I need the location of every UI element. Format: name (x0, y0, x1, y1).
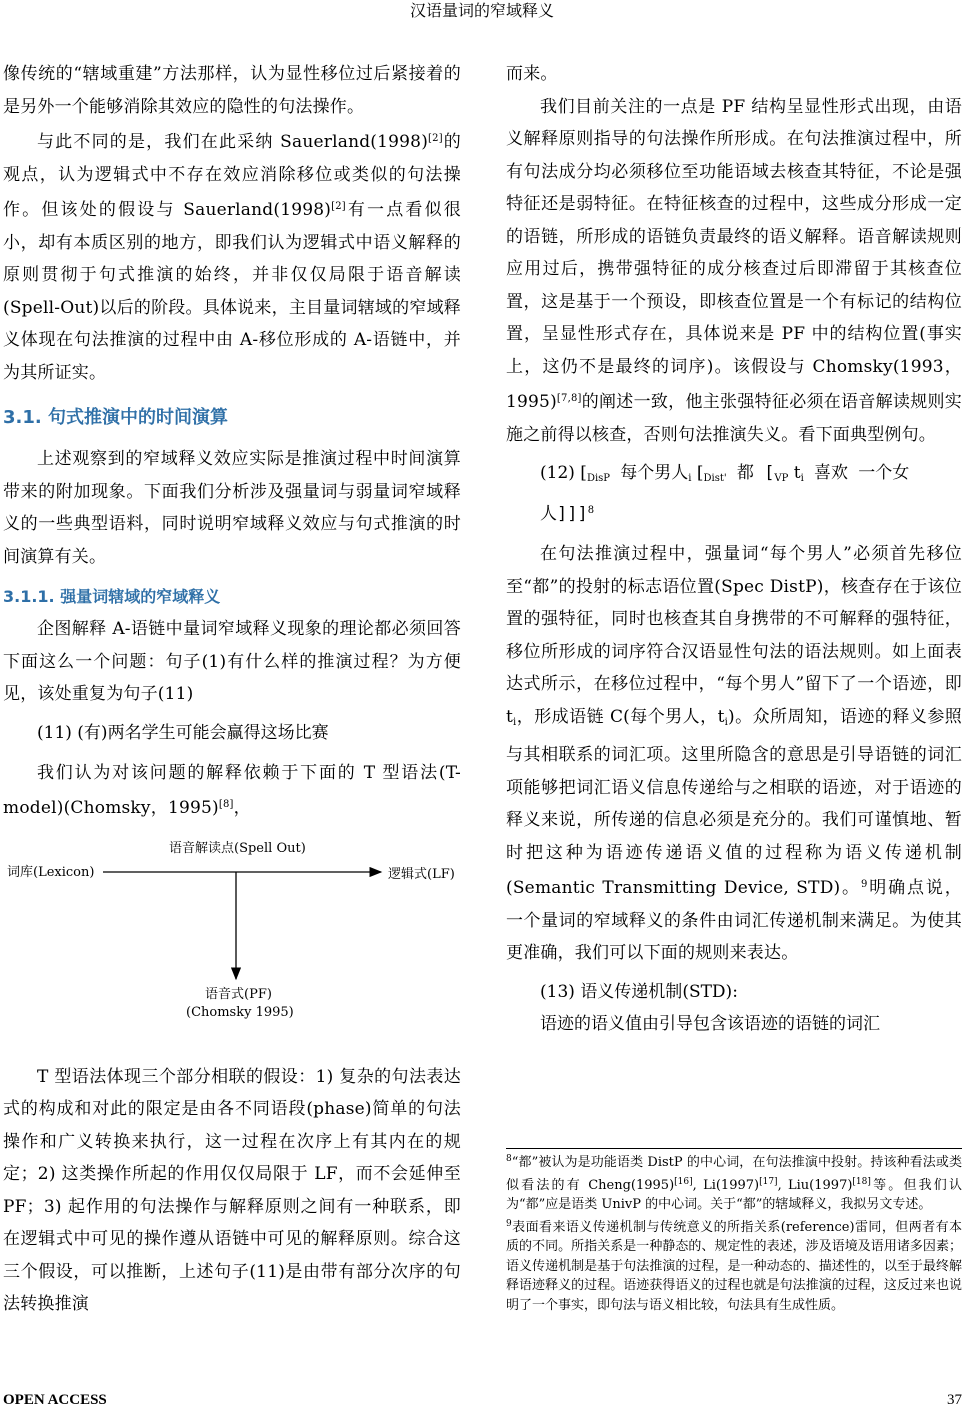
example-13-rule: 语迹的语义值由引导包含该语迹的语链的词汇 (540, 1013, 880, 1034)
paragraph: 上述观察到的窄域释义效应实际是推演过程中时间演算带来的附加现象。下面我们分析涉及强量词与弱量词窄域释义的一些典型语料，同时说明窄域释义效应与句式推演的时间演算有关。 (3, 449, 461, 567)
example-12: (12) [$_{DisP}$ 每个男人$_i$ [$_{Dist'}$ 都 [$_{VP}$ $t_i$ 喜欢 一个女人]]]$^8$ (540, 463, 910, 524)
footnote-rule (506, 1148, 962, 1149)
lf-label: 逻辑式(LF) (388, 866, 455, 882)
citation: [2] (428, 133, 443, 144)
section-heading: 3.1. 句式推演中的时间演算 (3, 407, 228, 428)
paragraph: 我们目前关注的一点是 PF 结构呈显性形式出现，由语义解释原则指导的句法操作所形成。在句法推演过程中，所有句法成分均必须移位至功能语域去核查其特征，不论是强特征还是弱特征。在特征核查的过程中，这些成分形成一定的语链，所形成的语链负责最终的语义解释。语音解读规则应用过后，携带强特征的成分核查过后即滞留于其核查位置，这是基于一个预设，即核查位置是一个有标记的结构位置，呈显性形式存在，具体说来是 PF 中的结构位置(事实上，这仍不是最终的词序)。该假设与 Chomsky(1993，1995)[7,8]的阐述一致，他主张强特征必须在语音解读规则实施之前得以核查，否则句法推演失义。看下面典型例句。 (506, 96, 962, 445)
footnote-ref[interactable]: 9 (860, 879, 868, 890)
subsection-heading: 3.1.1. 强量词辖域的窄域释义 (3, 587, 221, 606)
diagram-source: (Chomsky 1995) (186, 1004, 294, 1020)
right-column (506, 58, 962, 1048)
example-13: (13) 语义传递机制(STD): (540, 981, 738, 1002)
footnotes (506, 1150, 962, 1315)
paragraph: 企图解释 A-语链中量词窄域释义现象的理论都必须回答下面这么一个问题：句子(1)有什么样的推演过程？为方便见，该处重复为句子(11) (3, 619, 461, 704)
citation: [8] (218, 799, 234, 810)
journal-label: OPEN ACCESS (3, 1392, 107, 1408)
example-11: (11) (有)两名学生可能会赢得这场比赛 (37, 722, 329, 743)
citation: [2] (331, 201, 346, 212)
footnote-ref[interactable]: 8 (587, 505, 595, 516)
pf-label: 语音式(PF) (205, 986, 272, 1002)
paragraph: 在句法推演过程中，强量词“每个男人”必须首先移位至“都”的投射的标志语位置(Spec DistP)，核查存在于该位置的强特征，同时也核查其自身携带的不可解释的强特征，移位所形成的词序符合汉语显性句法的语法规则。如上面表达式所示，在移位过程中，“每个男人”留下了一个语迹，即 $t_i$，形成语链 C(每个男人，$t_i$)。众所周知，语迹的释义参照与其相联系的词汇项。这里所隐含的意思是引导语链的词汇项能够把词汇语义信息传递给与之相联的语迹，对于语迹的释义来说，所传递的信息必须是充分的。我们可谨慎地、暂时把这种为语迹传递语义值的过程称为语义传递机制(Semantic Transmitting Device, STD)。$^9$明确点说，一个量词的窄域释义的条件由词汇传递机制来满足。为使其更准确，我们可以下面的规则来表达。 (506, 544, 962, 963)
lexicon-label: 词库(Lexicon) (7, 864, 95, 880)
paragraph: T 型语法体现三个部分相联的假设：1) 复杂的句法表达式的构成和对此的限定是由各不同语段(phase)简单的句法操作和广义转换来执行，这一过程在次序上有其内在的规定；2) 这类操作所起的作用仅仅局限于 LF，而不会延伸至 PF；3) 起作用的句法操作与解释原则之间有一种联系，即在逻辑式中可见的操作遵从语链中可见的解释原则。综合这三个假设，可以推断，上述句子(11)是由带有部分次序的句法转换推演 (3, 1066, 461, 1314)
footnote-9: $^9$表面看来语义传递机制与传统意义的所指关系(reference)雷同，但两者有本质的不同。所指关系是一种静态的、规定性的表述，涉及语境及语用诸多因素；语义传递机制是基于句法推演的过程，是一种动态的、描述性的，以至于最终解释语迹释义的过程。语迹获得语义的过程也就是句法推演的过程，这反过来也说明了一个事实，即句法与语义相比较，句法具有生成性质。 (506, 1218, 962, 1313)
running-title: 汉语量词的窄域释义 (409, 1, 554, 20)
paragraph: 像传统的“辖域重建”方法那样，认为显性移位过后紧接着的是另外一个能够消除其效应的隐性的句法操作。 (3, 64, 461, 117)
spell-out-label: 语音解读点(Spell Out) (169, 840, 306, 856)
footnote-8: $^8$“都”被认为是功能语类 DistP 的中心词，在句法推演中投射。持该种看法或类似看法的有 Cheng(1995)[16], Li(1997)[17], Liu(1997)[18]等。但我们认为“都”应是语类 UnivP 的中心词。关于“都”的辖域释义，我拟另文专述。 (506, 1154, 962, 1212)
paragraph: 与此不同的是，我们在此采纳 Sauerland(1998)[2]的观点，认为逻辑式中不存在效应消除移位或类似的句法操作。但该处的假设与 Sauerland(1998)[2]有一点看似很小，却有本质区别的地方，即我们认为逻辑式中语义解释的原则贯彻于句式推演的始终，并非仅仅局限于语音解读(Spell-Out)以后的阶段。具体说来，主目量词辖域的窄域释义体现在句法推演的过程中由 A-移位形成的 A-语链中，并为其所证实。 (3, 132, 461, 383)
left-column (3, 58, 461, 1321)
paragraph: 我们认为对该问题的解释依赖于下面的 T 型语法(T-model)(Chomsky，1995)[8]， (3, 762, 461, 818)
page-number: 37 (947, 1392, 962, 1408)
paragraph: 而来。 (506, 64, 558, 84)
citation: [7,8] (556, 393, 582, 404)
t-model-diagram (3, 839, 461, 1039)
